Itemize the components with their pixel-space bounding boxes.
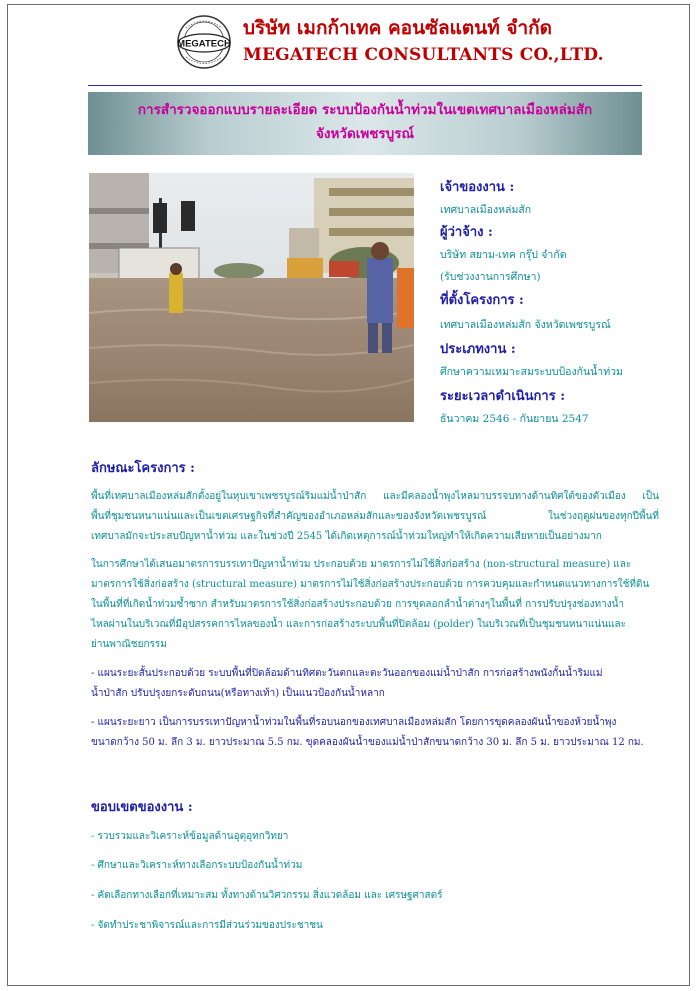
employer-label: ผู้ว่าจ้าง : [440, 225, 493, 240]
megatech-logo [176, 12, 232, 74]
project-paragraph-2 [91, 555, 659, 655]
project-title-banner [88, 92, 642, 155]
logo-text: MEGATECH [177, 38, 231, 50]
paragraph-line: พื้นที่ชุมชนหนาแน่นและเป็นเขตเศรษฐกิจที่สำคัญของอำเภอหล่มสักและของจังหวัดเพชรบูรณ์ ในช่วงฤดูฝนของทุกปีพื้นที่ [91, 511, 659, 522]
scope-item: - ศึกษาและวิเคราะห์ทางเลือกระบบป้องกันน้ำท่วม [91, 860, 303, 871]
owner-label: เจ้าของงาน : [440, 180, 515, 195]
paragraph-line: ไหลผ่านในบริเวณที่มีอุปสรรคการไหลของน้ำ และการก่อสร้างระบบพื้นที่ปิดล้อม (polder) ในบริเวณที่เป็นชุมชนหนาแน่นและ [91, 619, 626, 630]
flood-street-photo [89, 173, 414, 422]
long-term-plan [91, 713, 659, 753]
company-name-english: MEGATECH CONSULTANTS CO.,LTD. [243, 45, 604, 65]
period-label: ระยะเวลาดำเนินการ : [440, 389, 566, 404]
short-term-plan [91, 664, 659, 704]
company-name-thai: บริษัท เมกก้าเทค คอนซัลแตนท์ จำกัด [243, 17, 552, 39]
scope-item: - คัดเลือกทางเลือกที่เหมาะสม ทั้งทางด้านวิศวกรรม สิ่งแวดล้อม และ เศรษฐศาสตร์ [91, 890, 443, 901]
paragraph-line: น้ำป่าสัก ปรับปรุงยกระดับถนน(หรือทางเท้า) เป็นแนวป้องกันน้ำหลาก [91, 688, 385, 699]
project-title-line-1: การสำรวจออกแบบรายละเอียด ระบบป้องกันน้ำท่วมในเขตเทศบาลเมืองหล่มสัก [137, 102, 593, 118]
location-label: ที่ตั้งโครงการ : [440, 293, 524, 308]
paragraph-line: เทศบาลมักจะประสบปัญหาน้ำท่วม และในช่วงปี 2545 ได้เกิดเหตุการณ์น้ำท่วมใหญ่ทำให้เกิดความเสียหายเป็นอย่างมาก [91, 531, 602, 542]
header-divider [88, 85, 642, 86]
type-label: ประเภทงาน : [440, 342, 516, 357]
paragraph-line: ในพื้นที่ที่เกิดน้ำท่วมซ้ำซาก สำหรับมาตรการใช้สิ่งก่อสร้างประกอบด้วย การขุดลอกลำน้ำต่างๆในพื้นที่ การปรับปรุงช่องทางน้ำ [91, 599, 625, 610]
project-paragraph-1 [91, 487, 659, 547]
type-value: ศึกษาความเหมาะสมระบบป้องกันน้ำท่วม [440, 366, 623, 378]
project-section-title: ลักษณะโครงการ : [91, 461, 195, 476]
project-title [88, 98, 642, 146]
paragraph-line: - แผนระยะสั้นประกอบด้วย ระบบพื้นที่ปิดล้อมด้านทิศตะวันตกและตะวันออกของแม่น้ำป่าสัก การก่อสร้างพนังกั้นน้ำริมแม่ [91, 668, 603, 679]
scope-item: - รวบรวมและวิเคราะห์ข้อมูลด้านอุตุอุทกวิทยา [91, 831, 289, 842]
paragraph-line: ขนาดกว้าง 50 ม. ลึก 3 ม. ยาวประมาณ 5.5 กม. ขุดคลองผันน้ำของแม่น้ำป่าสักขนาดกว้าง 30 ม. ลึก 5 ม. ยาวประมาณ 12 กม. [91, 737, 644, 748]
employer-note: (รับช่วงงานการศึกษา) [440, 271, 541, 283]
project-title-line-2: จังหวัดเพชรบูรณ์ [315, 126, 415, 142]
location-value: เทศบาลเมืองหล่มสัก จังหวัดเพชรบูรณ์ [440, 319, 611, 331]
paragraph-line: มาตรการใช้สิ่งก่อสร้าง (structural measure) มาตรการไม่ใช้สิ่งก่อสร้างประกอบด้วย การควบคุมและกำหนดแนวทางการใช้ที่ดิน [91, 579, 650, 590]
paragraph-line: ย่านพาณิชยกรรม [91, 639, 167, 650]
period-value: ธันวาคม 2546 - กันยายน 2547 [440, 413, 589, 425]
scope-section-title: ขอบเขตของงาน : [91, 800, 193, 815]
paragraph-line: ในการศึกษาได้เสนอมาตรการบรรเทาปัญหาน้ำท่วม ประกอบด้วย มาตรการไม่ใช้สิ่งก่อสร้าง (non-structural measure) และ [91, 559, 632, 570]
scope-item: - จัดทำประชาพิจารณ์และการมีส่วนร่วมของประชาชน [91, 920, 323, 931]
owner-value: เทศบาลเมืองหล่มสัก [440, 204, 532, 216]
paragraph-line: พื้นที่เทศบาลเมืองหล่มสักตั้งอยู่ในหุบเขาเพชรบูรณ์ริมแม่น้ำป่าสัก และมีคลองน้ำพุงไหลมาบรรจบทางด้านทิศใต้ของตัวเมือง เป็น [91, 491, 659, 502]
employer-value: บริษัท สยาม-เทค กรุ๊ป จำกัด [440, 249, 567, 261]
paragraph-line: - แผนระยะยาว เป็นการบรรเทาปัญหาน้ำท่วมในพื้นที่รอบนอกของเทศบาลเมืองหล่มสัก โดยการขุดคลองผันน้ำของห้วยน้ำพุง [91, 717, 617, 728]
